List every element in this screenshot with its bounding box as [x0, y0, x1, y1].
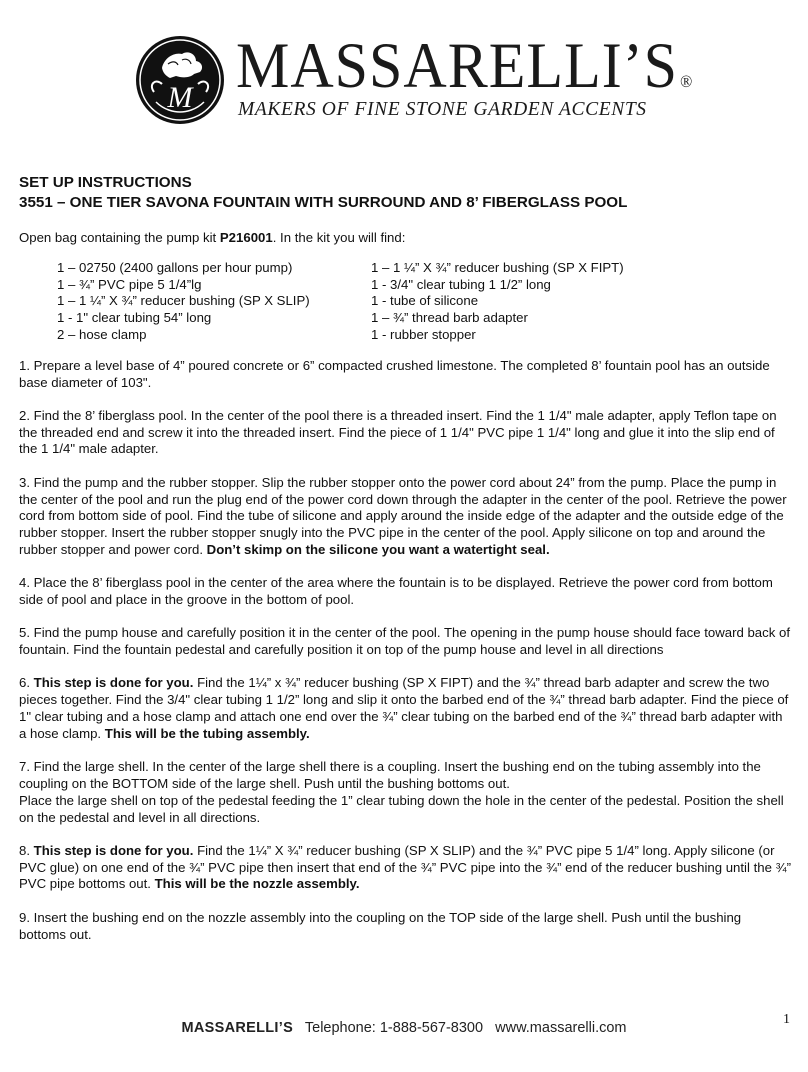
- kit-column-left: [57, 260, 310, 344]
- document-title: 3551 – ONE TIER SAVONA FOUNTAIN WITH SURROUND AND 8’ FIBERGLASS POOL: [19, 194, 628, 211]
- list-item: 1 – 02750 (2400 gallons per hour pump): [57, 259, 293, 275]
- list-item: 1 - 1" clear tubing 54” long: [57, 310, 212, 326]
- company-logo: [134, 34, 226, 126]
- lion-monogram-icon: [134, 34, 226, 126]
- step-8-summary: This will be the nozzle assembly.: [154, 876, 360, 892]
- list-item: 1 – 1 ¼” X ¾” reducer bushing (SP X FIPT): [371, 259, 624, 275]
- list-item: 1 - rubber stopper: [371, 326, 476, 342]
- list-item: 1 – ¾” thread barb adapter: [371, 310, 528, 326]
- kit-column-right: [371, 260, 624, 344]
- step-5: 5. Find the pump house and carefully position it in the center of the pool. The opening in the pump house should face toward back of fountain. Find the fountain pedestal and carefully position it on top of the pump house and level in all directions: [19, 625, 790, 658]
- instructions-body: [19, 173, 791, 943]
- intro-paragraph: [19, 230, 791, 247]
- list-item: 2 – hose clamp: [57, 326, 147, 342]
- step-1: 1. Prepare a level base of 4” poured concrete or 6” compacted crushed limestone. The completed 8’ fountain pool has an outside base diameter of 103".: [19, 357, 770, 390]
- step-6-text: Find the 1¼” x ¾” reducer bushing (SP X FIPT) and the ¾” thread barb adapter and screw the two pieces together. Find the 3/4" clear tubing 1 1/2” long and slip it onto the barbed end of the ¾” thread barb adapter. Find the piece of 1" clear tubing and a hose clamp and attach one end over the ¾” clear tubing on the barbed end of the ¾” thread barb adapter with a hose clamp.: [19, 675, 789, 741]
- document-heading: SET UP INSTRUCTIONS: [19, 174, 192, 191]
- step-8-note: This step is done for you.: [33, 842, 194, 858]
- step-3-text: 3. Find the pump and the rubber stopper. Slip the rubber stopper onto the power cord about 24” from the pump. Place the pump in the center of the pool and run the plug end of the power cord down through the adapter in the center of the pool. Retrieve the power cord from bottom side of pool. Find the tube of silicone and apply around the inside edge of the adapter and the outside edge of the rubber stopper. Insert the rubber stopper snugly into the PVC pipe in the center of the pool. Apply silicone on top and around the rubber stopper and power cord.: [19, 474, 787, 557]
- step-7: 7. Find the large shell. In the center of the large shell there is a coupling. Insert the bushing end on the tubing assembly into the coupling on the BOTTOM side of the large shell. Push until the bushing bottoms out.: [19, 759, 761, 791]
- step-8: [19, 843, 791, 893]
- step-4: 4. Place the 8’ fiberglass pool in the center of the area where the fountain is to be displayed. Retrieve the power cord from bottom side of pool and place in the groove in the bottom of pool.: [19, 575, 773, 608]
- footer-brand: MASSARELLI’S: [181, 1020, 294, 1036]
- step-3-warning: Don’t skimp on the silicone you want a watertight seal.: [206, 541, 550, 557]
- intro-text-end: . In the kit you will find:: [272, 230, 406, 245]
- list-item: 1 - 3/4" clear tubing 1 1/2” long: [371, 276, 551, 292]
- page-footer: [0, 1020, 808, 1036]
- list-item: 1 – ¾” PVC pipe 5 1/4”lg: [57, 276, 202, 292]
- step-8-number: 8.: [19, 842, 34, 858]
- footer-telephone: Telephone: 1-888-567-8300: [304, 1020, 484, 1036]
- step-6-note: This step is done for you.: [33, 675, 194, 691]
- intro-text: Open bag containing the pump kit: [19, 230, 220, 245]
- list-item: 1 – 1 ¼” X ¾” reducer bushing (SP X SLIP): [57, 293, 310, 309]
- step-8-text: Find the 1¼” X ¾” reducer bushing (SP X SLIP) and the ¾” PVC pipe 5 1/4” long. Apply silicone (or PVC glue) on one end of the ¾” PVC pipe then insert that end of the ¾” PVC pipe into the ¾” end of the reducer bushing until the ¾” PVC pipe bottoms out.: [19, 842, 791, 892]
- step-2: 2. Find the 8’ fiberglass pool. In the center of the pool there is a threaded insert. Find the 1 1/4" male adapter, apply Teflon tape on the threaded end and screw it into the threaded insert. Find the piece of 1 1/4" PVC pipe 1 1/4" long and glue it into the slip end of the 1 1/4" male adapter.: [19, 407, 777, 457]
- page-number: 1: [783, 1012, 790, 1027]
- kit-contents-list: [19, 260, 791, 344]
- step-6-number: 6.: [19, 675, 34, 691]
- footer-website: www.massarelli.com: [495, 1020, 627, 1036]
- step-9: 9. Insert the bushing end on the nozzle assembly into the coupling on the TOP side of the large shell. Push until the bushing bottoms out.: [19, 909, 742, 942]
- step-6-summary: This will be the tubing assembly.: [104, 725, 310, 741]
- step-7-continued: Place the large shell on top of the pedestal feeding the 1” clear tubing down the hole in the center of the pedestal. Position the shell on the pedestal and level in all directions.: [19, 792, 784, 825]
- brand-text: MASSARELLI’S: [236, 29, 679, 102]
- kit-number: P216001: [219, 230, 273, 245]
- step-6: [19, 675, 791, 742]
- list-item: 1 - tube of silicone: [371, 293, 479, 309]
- logo-monogram-letter: M: [167, 81, 193, 114]
- step-3: [19, 475, 791, 559]
- registered-mark: ®: [680, 72, 694, 92]
- tagline: MAKERS OF FINE STONE GARDEN ACCENTS: [238, 99, 647, 120]
